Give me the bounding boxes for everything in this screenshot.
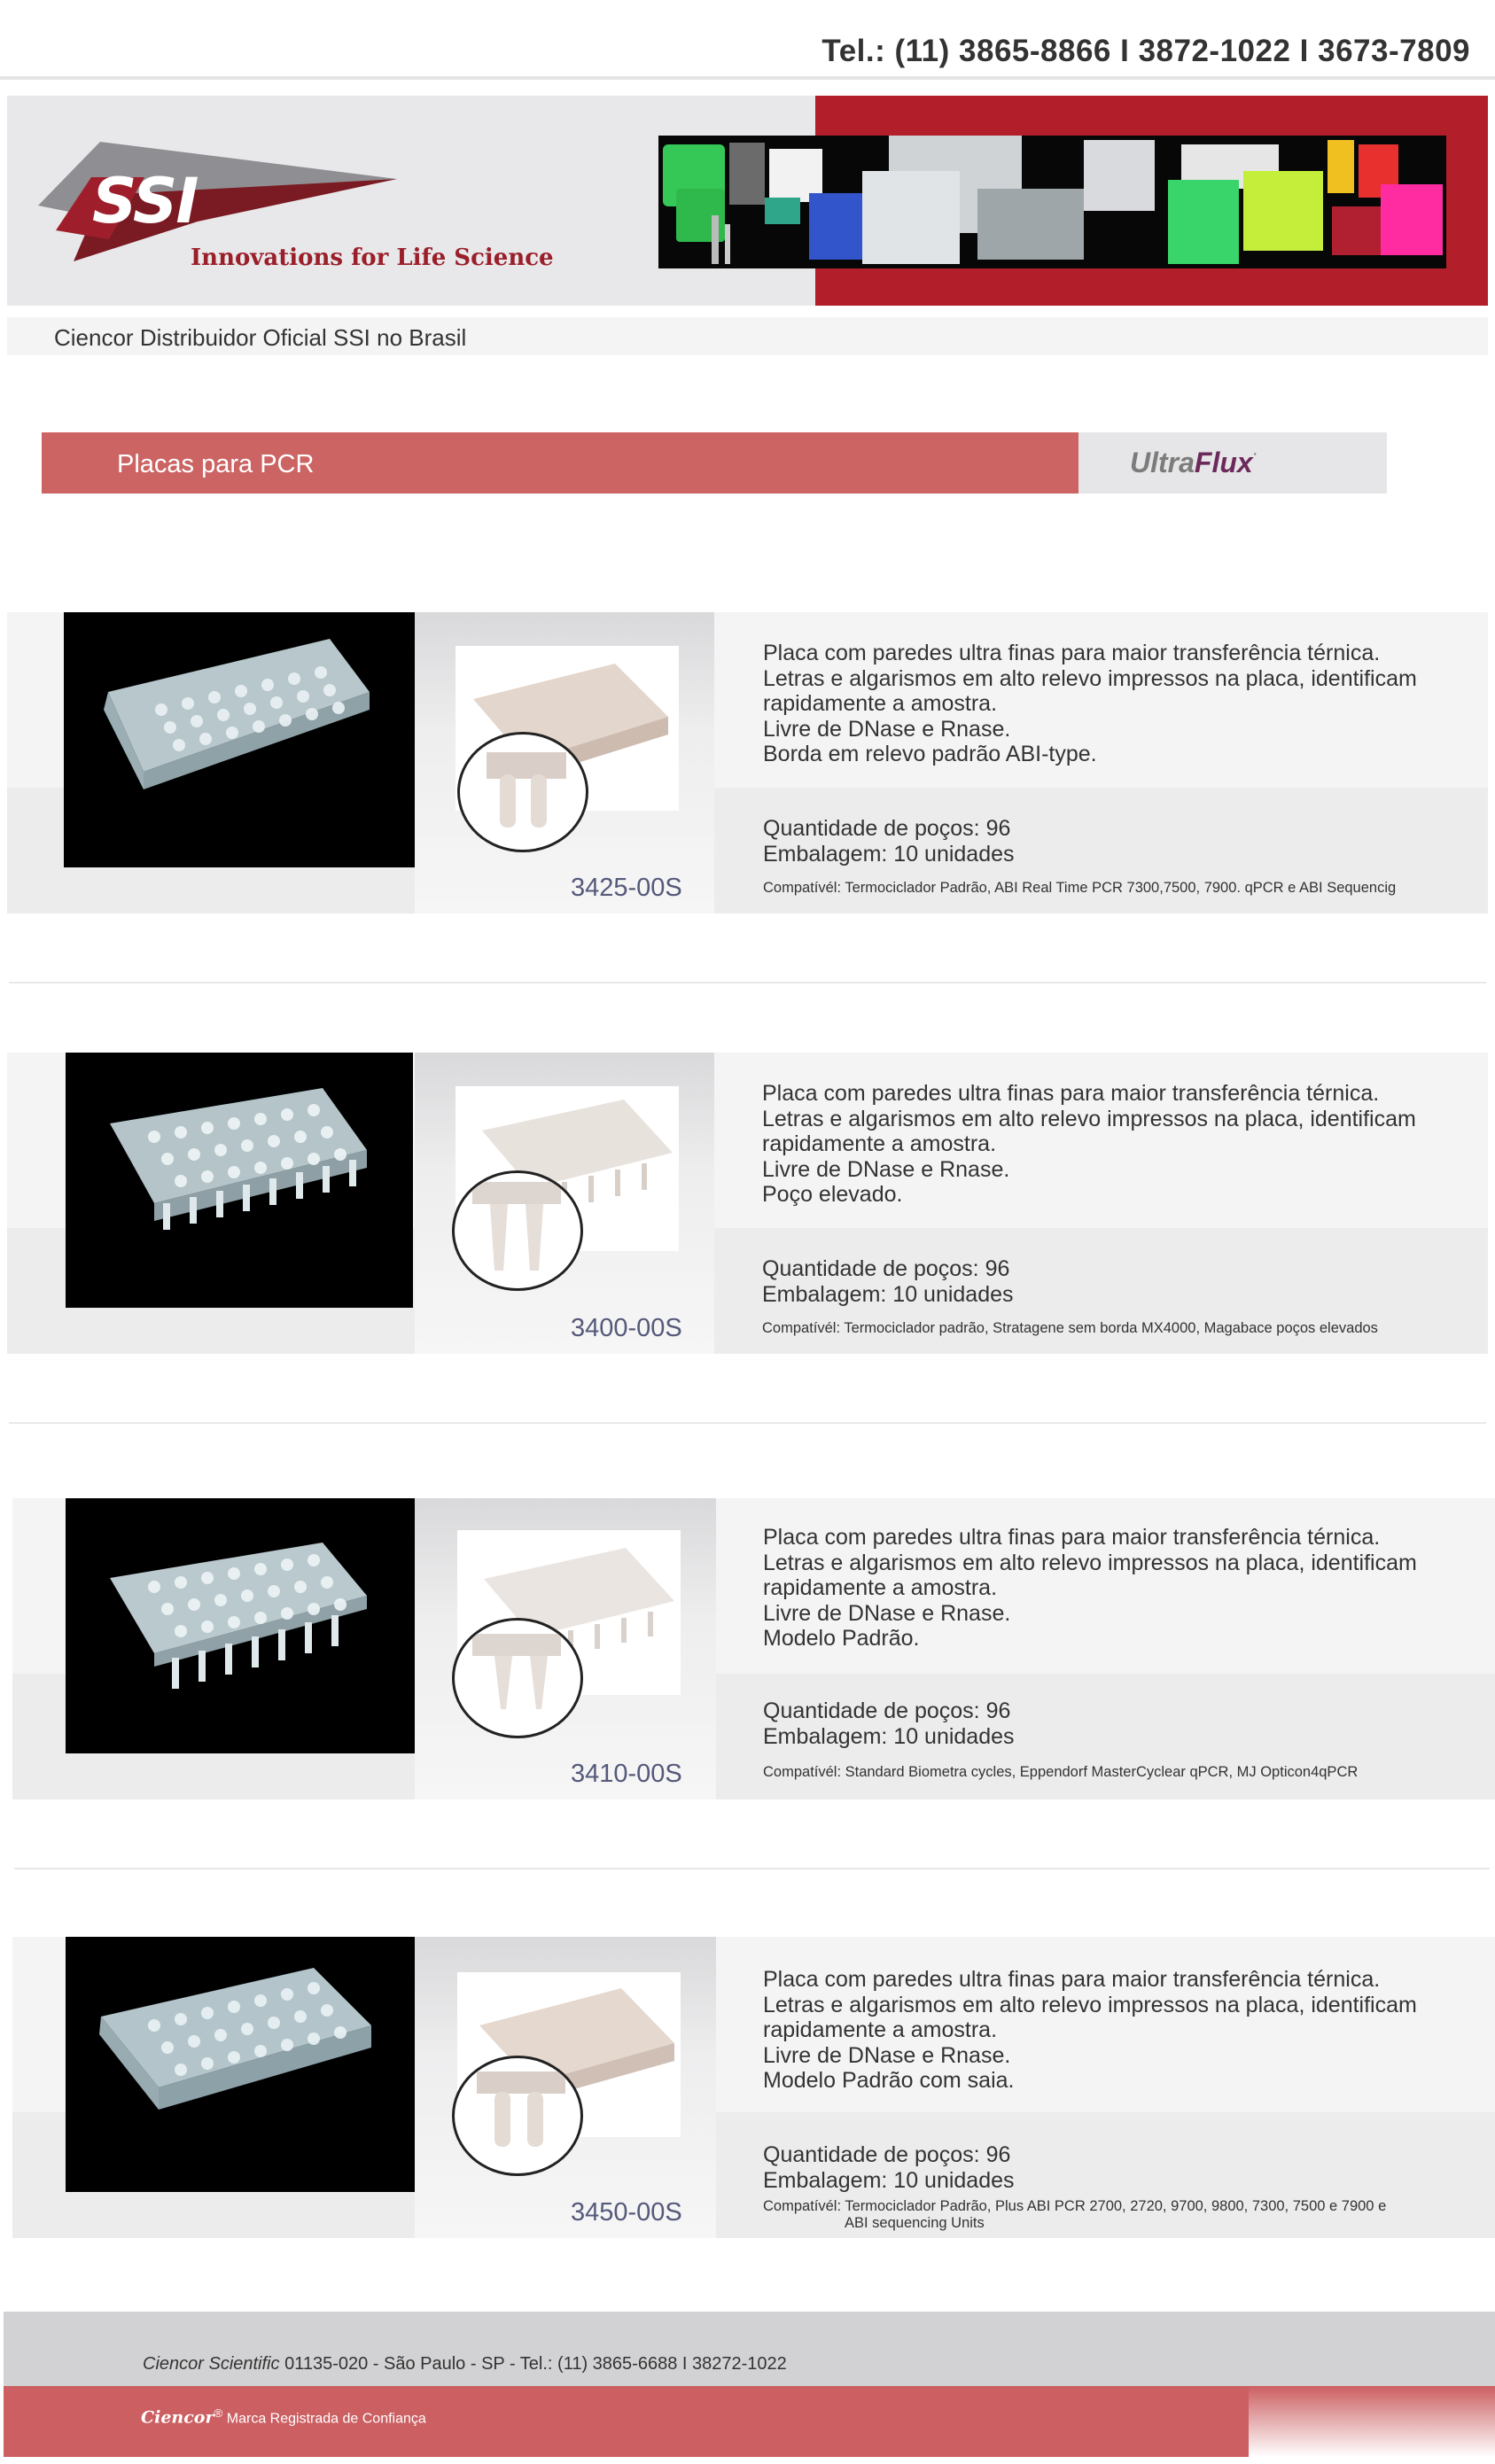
pcr-plate-photo xyxy=(66,1053,413,1308)
well-count: Quantidade de poços: 96 xyxy=(763,816,1011,841)
brand-name: Ciencor xyxy=(141,2407,214,2428)
footer-address xyxy=(143,2354,787,2375)
consumables-illustration xyxy=(658,136,1446,268)
desc-line: rapidamente a amostra. xyxy=(763,691,998,716)
well-detail-circle xyxy=(452,1170,583,1291)
desc-line: Livre de DNase e Rnase. xyxy=(763,1600,1011,1626)
packaging: Embalagem: 10 unidades xyxy=(763,841,1015,867)
desc-line: rapidamente a amostra. xyxy=(763,1575,998,1600)
well-detail-icon xyxy=(455,2058,583,2176)
desc-line: Modelo Padrão com saia. xyxy=(763,2068,1015,2093)
product-description xyxy=(763,1525,1417,1652)
well-detail-icon xyxy=(460,735,588,852)
desc-line: Modelo Padrão. xyxy=(763,1626,920,1651)
pcr-plate-image xyxy=(66,1937,415,2192)
product-code: 3410-00S xyxy=(571,1760,682,1788)
pcr-plate-image xyxy=(66,1498,415,1753)
pcr-plate-image xyxy=(66,1053,413,1308)
well-count: Quantidade de poços: 96 xyxy=(763,2142,1011,2167)
product-detail-panel xyxy=(415,612,714,913)
well-count: Quantidade de poços: 96 xyxy=(762,1256,1010,1281)
compatibility: Compatívél: Termociclador padrão, Stratagene sem borda MX4000, Magabace poços elevados xyxy=(762,1320,1378,1336)
product-code: 3450-00S xyxy=(571,2198,682,2227)
desc-line: Letras e algarismos em alto relevo impressos na placa, identificam xyxy=(762,1106,1416,1131)
pcr-plate-photo xyxy=(66,1937,415,2192)
product-card xyxy=(7,612,1488,913)
well-count: Quantidade de poços: 96 xyxy=(763,1698,1011,1723)
desc-line: rapidamente a amostra. xyxy=(763,2017,998,2042)
logo-text: SSI xyxy=(92,165,198,237)
distributor-strip xyxy=(7,317,1488,355)
product-specs xyxy=(763,816,1015,867)
phone-numbers: Tel.: (11) 3865-8866 I 3872-1022 I 3673-7809 xyxy=(821,34,1470,68)
distributor-text: Ciencor Distribuidor Oficial SSI no Brasil xyxy=(54,324,467,351)
desc-line: Livre de DNase e Rnase. xyxy=(763,2042,1011,2068)
ultraflux-logo xyxy=(1130,447,1257,479)
product-description xyxy=(763,641,1417,767)
well-detail-circle xyxy=(452,1618,583,1738)
product-specs xyxy=(763,2142,1015,2193)
well-detail-circle xyxy=(452,2056,583,2176)
well-detail-circle xyxy=(457,732,588,852)
footer-fade xyxy=(1249,2386,1495,2457)
desc-line: Livre de DNase e Rnase. xyxy=(762,1156,1010,1182)
product-card xyxy=(12,1498,1495,1799)
desc-line: Letras e algarismos em alto relevo impressos na placa, identificam xyxy=(763,1992,1417,2017)
product-specs xyxy=(763,1698,1015,1749)
brand-ultra: Ultra xyxy=(1130,447,1195,478)
product-detail-panel xyxy=(415,1053,714,1354)
compatibility: Compatívél: Standard Biometra cycles, Eppendorf MasterCyclear qPCR, MJ Opticon4qPCR xyxy=(763,1764,1359,1780)
banner xyxy=(7,96,1488,306)
desc-line: rapidamente a amostra. xyxy=(762,1131,997,1156)
phone-bar xyxy=(0,0,1495,80)
divider xyxy=(9,982,1486,983)
product-detail-panel xyxy=(415,1498,716,1799)
packaging: Embalagem: 10 unidades xyxy=(763,2167,1015,2193)
desc-line: Placa com paredes ultra finas para maior transferência térnica. xyxy=(763,641,1381,665)
desc-line: Livre de DNase e Rnase. xyxy=(763,716,1011,742)
footer xyxy=(4,2312,1495,2464)
lab-consumables-photo xyxy=(658,136,1446,268)
product-card xyxy=(12,1937,1495,2238)
product-description xyxy=(763,1967,1417,2094)
desc-line: Placa com paredes ultra finas para maior transferência térnica. xyxy=(763,1967,1381,1992)
brand-slogan: Marca Registrada de Confiança xyxy=(222,2411,426,2427)
ultraflux-brand-box xyxy=(1078,432,1387,494)
desc-line: Placa com paredes ultra finas para maior transferência térnica. xyxy=(763,1525,1381,1550)
brand-flux: Flux xyxy=(1194,447,1253,478)
product-detail-panel xyxy=(415,1937,716,2238)
compatibility-continued: ABI sequencing Units xyxy=(845,2215,985,2231)
product-code: 3400-00S xyxy=(571,1314,682,1342)
footer-brand xyxy=(141,2406,426,2427)
desc-line: Poço elevado. xyxy=(762,1182,903,1207)
well-detail-icon xyxy=(455,1621,583,1738)
product-description xyxy=(762,1081,1416,1208)
footer-grey-band xyxy=(4,2312,1495,2386)
brand-mark: · xyxy=(1252,447,1258,461)
section-header xyxy=(42,432,1387,494)
pcr-plate-photo xyxy=(66,1498,415,1753)
pcr-plate-image xyxy=(64,612,415,867)
product-code: 3425-00S xyxy=(571,874,682,902)
pcr-plate-photo xyxy=(64,612,415,867)
desc-line: Placa com paredes ultra finas para maior transferência térnica. xyxy=(762,1081,1380,1106)
product-specs xyxy=(762,1256,1014,1307)
well-detail-icon xyxy=(455,1173,583,1291)
logo-tagline: Innovations for Life Science xyxy=(191,245,554,271)
compatibility: Compatívél: Termociclador Padrão, Plus ABI PCR 2700, 2720, 9700, 9800, 7300, 7500 e 7900 e xyxy=(763,2198,1387,2214)
packaging: Embalagem: 10 unidades xyxy=(763,1723,1015,1749)
compatibility: Compatívél: Termociclador Padrão, ABI Real Time PCR 7300,7500, 7900. qPCR e ABI Sequencig xyxy=(763,880,1397,896)
desc-line: Letras e algarismos em alto relevo impressos na placa, identificam xyxy=(763,665,1417,691)
divider xyxy=(14,1868,1490,1869)
packaging: Embalagem: 10 unidades xyxy=(762,1281,1014,1307)
registered-mark: ® xyxy=(214,2406,223,2420)
divider xyxy=(9,1422,1486,1424)
desc-line: Letras e algarismos em alto relevo impressos na placa, identificam xyxy=(763,1550,1417,1575)
section-title: Placas para PCR xyxy=(117,450,315,478)
company-name: Ciencor Scientific xyxy=(143,2354,280,2374)
product-card xyxy=(7,1053,1488,1354)
desc-line: Borda em relevo padrão ABI-type. xyxy=(763,742,1097,766)
address-text: 01135-020 - São Paulo - SP - Tel.: (11) 3865-6688 I 38272-1022 xyxy=(279,2354,787,2374)
